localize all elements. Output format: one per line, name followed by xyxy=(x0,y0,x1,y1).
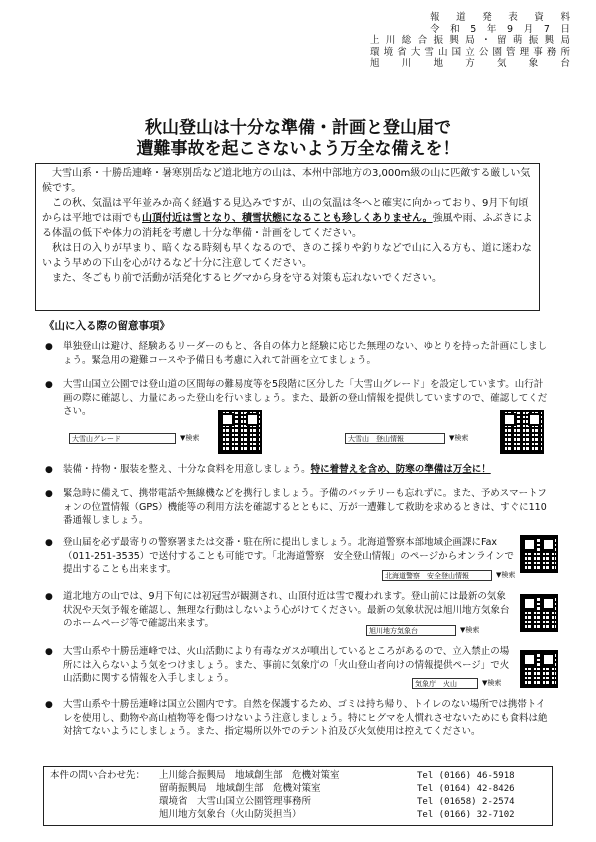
qr-code-icon[interactable] xyxy=(218,410,262,454)
item-text: 単独登山は避け、経験あるリーダーのもと、各自の体力と経験に応じた無理のない、ゆとりを持った計画にしましょう。緊急用の避難コースや予備日も考慮に入れて計画を立てましょう。 xyxy=(63,341,548,366)
header-line: 環境省大雪山国立公園管理事務所 xyxy=(370,46,570,58)
item-text: 道北地方の山では、9月下旬には初冠雪が観測され、山頂付近は雪で覆われます。登山前には最新の気象状況や天気予報を確認し、無理な行動はしないよう心がけてください。最新の気象状況は旭川地方気象台のホームページ等で確認出来ます。 xyxy=(63,591,510,629)
intro-emphasis: 山頂付近は雪となり、積雪状態になることも珍しくありません。 xyxy=(142,213,433,224)
item-text: 大雪山国立公園では登山道の区間毎の難易度等を5段階に区分した「大雪山グレード」を設定しています。山行計画の際に確認し、力量にあった登山を行いましょう。また、最新の登山情報を提供していますので、確認してください。 xyxy=(63,379,548,417)
title-line: 秋山登山は十分な準備・計画と登山届で xyxy=(145,118,451,138)
item-emphasis: 特に着替えを含め、防寒の準備は万全に！ xyxy=(310,464,491,475)
search-box-weather-office[interactable]: 旭川地方気象台 xyxy=(366,625,456,636)
section-subtitle: 《山に入る際の留意事項》 xyxy=(44,320,170,332)
search-button[interactable]: ▼検索 xyxy=(482,679,502,687)
search-button[interactable]: ▼検索 xyxy=(496,571,516,579)
search-box-volcano[interactable]: 気象庁 火山 xyxy=(412,678,478,689)
contact-tel: Tel (01658) 2-2574 xyxy=(417,797,515,807)
search-box-mountain-info[interactable]: 大雪山 登山情報 xyxy=(345,433,445,444)
list-item xyxy=(45,340,550,367)
title-line: 遭難事故を起こさないよう万全な備えを！ xyxy=(136,139,460,159)
bullet-icon: ● xyxy=(45,465,53,475)
bullet-icon: ● xyxy=(45,489,53,499)
contact-org: 旭川地方気象台（火山防災担当） xyxy=(159,809,302,820)
contact-org: 環境省 大雪山国立公園管理事務所 xyxy=(159,796,312,807)
contact-tel: Tel (0164) 42-8426 xyxy=(417,784,515,794)
contact-box xyxy=(43,766,553,826)
list-item xyxy=(45,463,565,477)
contact-tel: Tel (0166) 46-5918 xyxy=(417,771,515,781)
intro-text: この秋、気温は平年並みか高く経過する見込みですが、山の気温は冬へと確実に向かっており、9月下旬頃からは平地では雨でも xyxy=(42,198,529,224)
intro-text: 強風や雨、ふぶきによる体温の低下や体力の消耗を考慮し十分な準備・計画をしてください。 xyxy=(42,213,533,239)
page-title xyxy=(0,118,596,160)
bullet-icon: ● xyxy=(45,538,53,548)
intro-paragraph: 秋は日の入りが早まり、暗くなる時刻も早くなるので、きのこ採りや釣りなどで山に入る方も、道に迷わないよう早めの下山を心がけるなど十分に注意してください。 xyxy=(42,243,532,269)
search-button[interactable]: ▼検索 xyxy=(180,434,200,442)
search-box-daisetsu-grade[interactable]: 大雪山グレード xyxy=(69,433,176,444)
item-text: 緊急時に備えて、携帯電話や無線機などを携行しましょう。予備のバッテリーも忘れずに。また、予めスマートフォンの位置情報（GPS）機能等の利用方法を確認するとともに、万が一遭難して救助を求めるときは、すぐに110番通報しましょう。 xyxy=(63,488,547,526)
intro-paragraph: また、冬ごもり前で活動が活発化するヒグマから身を守る対策も忘れないでください。 xyxy=(52,273,442,284)
search-button[interactable]: ▼検索 xyxy=(449,434,469,442)
press-header xyxy=(370,12,570,70)
intro-box xyxy=(35,163,540,311)
intro-paragraph xyxy=(42,196,533,241)
search-box-police-info[interactable]: 北海道警察 安全登山情報 xyxy=(382,570,492,581)
qr-code-icon[interactable] xyxy=(500,410,544,454)
bullet-icon: ● xyxy=(45,700,53,710)
intro-paragraph: 大雪山系・十勝岳連峰・暑寒別岳など道北地方の山は、本州中部地方の3,000m級の山に匹敵する厳しい気候です。 xyxy=(42,168,531,194)
bullet-icon: ● xyxy=(45,380,53,390)
bullet-icon: ● xyxy=(45,592,53,602)
header-line: 報道発表資料 xyxy=(430,12,570,23)
item-text-part: 装備・持物・服装を整え、十分な食料を用意しましょう。 xyxy=(63,464,311,475)
contact-tel: Tel (0166) 32-7102 xyxy=(417,810,515,820)
qr-code-icon[interactable] xyxy=(520,594,558,632)
item-text xyxy=(63,463,565,477)
header-line: 旭川地方気象台 xyxy=(370,58,570,69)
list-item xyxy=(45,698,550,739)
item-text: 大雪山系や十勝岳連峰は国立公園内です。自然を保護するため、ゴミは持ち帰り、トイレのない場所では携帯トイレを使用し、動物や高山植物等を傷つけないよう注意しましょう。特にヒグマを人慣れさせないためにも食料は絶対捨てないようにしましょう。また、指定場所以外でのテント泊及び火気使用は控えてください。 xyxy=(63,699,548,737)
contact-org: 留萌振興局 地域創生部 危機対策室 xyxy=(159,783,321,794)
bullet-icon: ● xyxy=(45,342,53,352)
header-line: 令和5年9月7日 xyxy=(430,23,570,35)
list-item xyxy=(45,487,550,528)
item-text: 大雪山系や十勝岳連峰では、火山活動により有毒なガスが噴出しているところがあるので、立入禁止の場所には入らないよう気をつけましょう。また、事前に気象庁の「火山登山者向けの情報提供ページ」で火山活動に関する情報を入手しましょう。 xyxy=(63,646,510,684)
contact-org: 上川総合振興局 地域創生部 危機対策室 xyxy=(159,770,340,781)
bullet-icon: ● xyxy=(45,647,53,657)
qr-code-icon[interactable] xyxy=(520,650,558,688)
item-text: 登山届を必ず最寄りの警察署または交番・駐在所に提出しましょう。北海道警察本部地域企画課にFax（011-251-3535）で送付することも可能です。「北海道警察 安全登山情報」のページからオンラインで提出することも出来ます。 xyxy=(63,537,514,575)
search-button[interactable]: ▼検索 xyxy=(460,626,480,634)
contact-label: 本件の問い合わせ先： xyxy=(50,770,146,781)
qr-code-icon[interactable] xyxy=(520,535,558,573)
header-line: 上川総合振興局・留萌振興局 xyxy=(370,35,570,46)
list-item xyxy=(45,378,550,419)
